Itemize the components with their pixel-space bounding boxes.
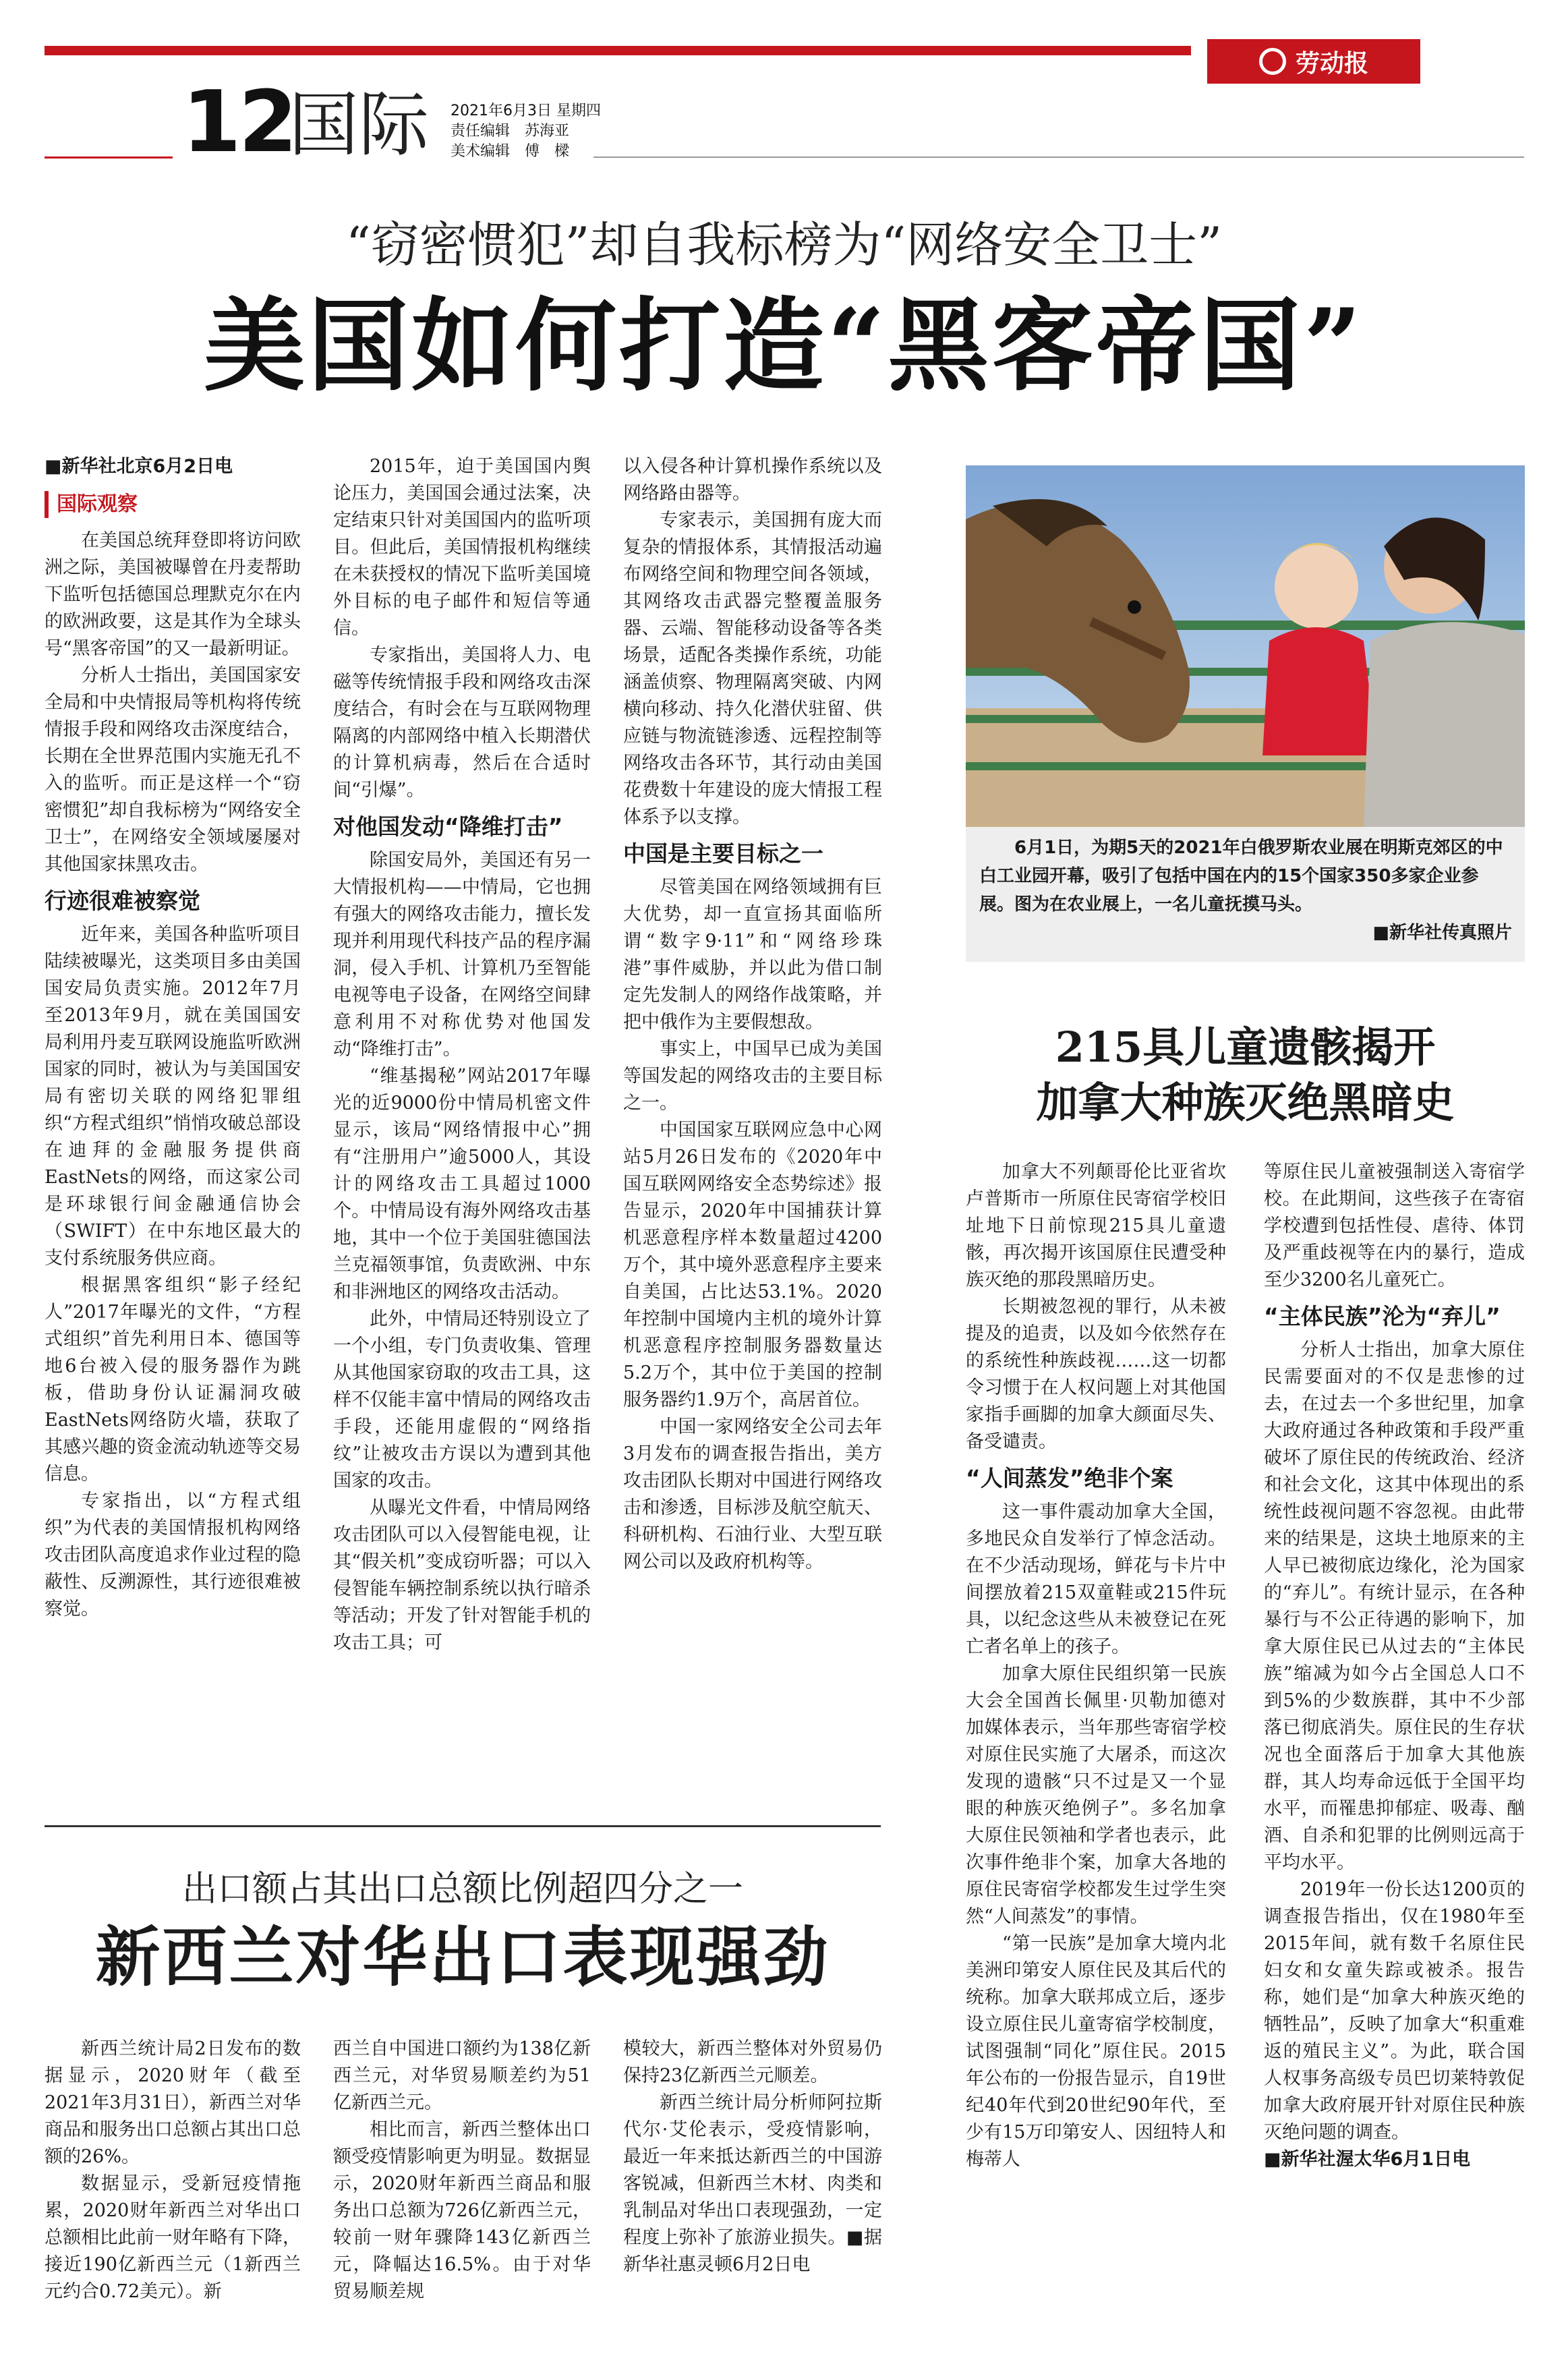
paragraph: 新西兰统计局2日发布的数据显示，2020财年（截至2021年3月31日），新西兰对华商品和服务出口总额占其出口总额的26%。: [45, 2038, 301, 2167]
paragraph: 加拿大不列颠哥伦比亚省坎卢普斯市一所原住民寄宿学校旧址地下日前惊现215具儿童遗骸，再次揭开该国原住民遭受种族灭绝的那段黑暗历史。: [966, 1161, 1226, 1290]
subheading: 中国是主要目标之一: [623, 840, 823, 867]
subheading: 对他国发动“降维打击”: [333, 813, 563, 840]
paragraph: 在美国总统拜登即将访问欧洲之际，美国被曝曾在丹麦帮助下监听包括德国总理默克尔在内的欧洲政要，这是其作为全球头号“黑客帝国”的又一最新明证。: [45, 530, 301, 659]
paragraph: 专家指出，以“方程式组织”为代表的美国情报机构网络攻击团队高度追求作业过程的隐蔽性、反溯源性，其行迹很难被察觉。: [45, 1491, 301, 1619]
paragraph: 新西兰统计局分析师阿拉斯代尔·艾伦表示，受疫情影响，最近一年来抵达新西兰的中国游客锐减，但新西兰木材、肉类和乳制品对华出口表现强劲，一定程度上弥补了旅游业损失。■据新华社惠灵顿6月2日电: [623, 2092, 882, 2275]
canada-column-2: [1264, 1159, 1525, 2173]
nz-column-2: [333, 2036, 591, 2305]
issue-meta: [451, 101, 601, 162]
paragraph: 专家指出，美国将人力、电磁等传统情报手段和网络攻击深度结合，有时会在与互联网物理隔离的内部网络中植入长期潜伏的计算机病毒，然后在合适时间“引爆”。: [333, 645, 591, 801]
section-name: 国际: [289, 84, 430, 166]
header-left-rule: [45, 156, 173, 159]
nz-headline: 新西兰对华出口表现强劲: [95, 1919, 830, 1995]
header-right-rule: [593, 156, 1524, 158]
canada-headline-line1: 215具儿童遗骸揭开: [1055, 1023, 1436, 1072]
subheading: “主体民族”沦为“弃儿”: [1264, 1303, 1501, 1329]
responsible-editor: 责任编辑 苏海亚: [451, 123, 570, 140]
lead-kicker: “窃密惯犯”却自我标榜为“网络安全卫士”: [345, 217, 1223, 273]
issue-date: 2021年6月3日 星期四: [451, 103, 601, 119]
lead-column-1: [45, 453, 301, 1623]
canada-headline: [966, 1020, 1525, 1130]
paragraph: 除国安局外，美国还有另一大情报机构——中情局，它也拥有强大的网络攻击能力，擅长发现并利用现代科技产品的程序漏洞，侵入手机、计算机乃至智能电视等电子设备，在网络空间肆意利用不对称优势对他国发动“降维打击”。: [333, 850, 591, 1060]
paragraph: 尽管美国在网络领域拥有巨大优势，却一直宣扬其面临所谓“数字9·11”和“网络珍珠港”事件威胁，并以此为借口制定先发制人的网络作战策略，并把中俄作为主要假想敌。: [623, 877, 882, 1033]
paragraph: 事实上，中国早已成为美国等国发起的网络攻击的主要目标之一。: [623, 1039, 882, 1114]
nz-kicker: 出口额占其出口总额比例超四分之一: [181, 1869, 743, 1909]
paragraph: 中国国家互联网应急中心网站5月26日发布的《2020年中国互联网网络安全态势综述》报告显示，2020年中国捕获计算机恶意程序样本数量超过4200万个，其中境外恶意程序主要来自美国，占比达53.1%。2020年控制中国境内主机的境外计算机恶意程序控制服务器数量达5.2万个，其中位于美国的控制服务器约1.9万个，高居首位。: [623, 1120, 882, 1410]
paragraph: 从曝光文件看，中情局网络攻击团队可以入侵智能电视，让其“假关机”变成窃听器；可以入侵智能车辆控制系统以执行暗杀等活动；开发了针对智能手机的攻击工具；可: [333, 1497, 591, 1653]
paragraph: 长期被忽视的罪行，从未被提及的追责，以及如今依然存在的系统性种族歧视……这一切都令习惯于在人权问题上对其他国家指手画脚的加拿大颜面尽失、备受谴责。: [966, 1296, 1226, 1452]
brand-name: 劳动报: [1295, 49, 1368, 78]
canada-column-1: [966, 1159, 1226, 2173]
paragraph: 以入侵各种计算机操作系统以及网络路由器等。: [623, 456, 882, 504]
paragraph: 此外，中情局还特别设立了一个小组，专门负责收集、管理从其他国家窃取的攻击工具，这样不仅能丰富中情局的网络攻击手段，还能用虚假的“网络指纹”让被攻击方误以为遭到其他国家的攻击。: [333, 1309, 591, 1491]
lead-column-2: [333, 453, 591, 1657]
paragraph: 西兰自中国进口额约为138亿新西兰元，对华贸易顺差约为51亿新西兰元。: [333, 2038, 591, 2113]
paragraph: 中国一家网络安全公司去年3月发布的调查报告指出，美方攻击团队长期对中国进行网络攻击和渗透，目标涉及航空航天、科研机构、石油行业、大型互联网公司以及政府机构等。: [623, 1416, 882, 1572]
paragraph: 专家表示，美国拥有庞大而复杂的情报体系，其情报活动遍布网络空间和物理空间各领域，其网络攻击武器完整覆盖服务器、云端、智能移动设备等各类场景，适配各类操作系统，功能涵盖侦察、物理隔离突破、内网横向移动、持久化潜伏驻留、供应链与物流链渗透、远程控制等网络攻击各环节，其行动由美国花费数十年建设的庞大情报工程体系予以支撑。: [623, 510, 882, 828]
lead-headline: 美国如何打造“黑客帝国”: [204, 287, 1364, 405]
subheading: 行迹很难被察觉: [45, 888, 200, 914]
canada-dateline: ■新华社渥太华6月1日电: [1264, 2149, 1471, 2170]
section-divider: [45, 1825, 881, 1827]
caption-text: 6月1日，为期5天的2021年白俄罗斯农业展在明斯克郊区的中白工业园开幕，吸引了包括中国在内的15个国家350多家企业参展。图为在农业展上，一名儿童抚摸马头。: [979, 838, 1503, 915]
paragraph: “维基揭秘”网站2017年曝光的近9000份中情局机密文件显示，该局“网络情报中心”拥有“注册用户”逾5000人，其设计的网络攻击工具超过1000个。中情局设有海外网络攻击基地，其中一个位于美国驻德国法兰克福领事馆，负责欧洲、中东和非洲地区的网络攻击活动。: [333, 1066, 591, 1302]
paragraph: 等原住民儿童被强制送入寄宿学校。在此期间，这些孩子在寄宿学校遭到包括性侵、虐待、体罚及严重歧视等在内的暴行，造成至少3200名儿童死亡。: [1264, 1161, 1525, 1290]
paragraph: “第一民族”是加拿大境内北美洲印第安人原住民及其后代的统称。加拿大联邦成立后，逐步设立原住民儿童寄宿学校制度，试图强制“同化”原住民。2015年公布的一份报告显示，自19世纪40年代到20世纪90年代，至少有15万印第安人、因纽特人和梅蒂人: [966, 1933, 1226, 2170]
paragraph: 分析人士指出，加拿大原住民需要面对的不仅是悲惨的过去，在过去一个多世纪里，加拿大政府通过各种政策和手段严重破坏了原住民的传统政治、经济和社会文化，这其中体现出的系统性歧视问题不容忽视。由此带来的结果是，这块土地原来的主人早已被彻底边缘化，沦为国家的“弃儿”。有统计显示，在各种暴行与不公正待遇的影响下，加拿大原住民已从过去的“主体民族”缩减为如今占全国总人口不到5%的少数族群，其中不少部落已彻底消失。原住民的生存状况也全面落后于加拿大其他族群，其人均寿命远低于全国平均水平，而罹患抑郁症、吸毒、酗酒、自杀和犯罪的比例则远高于平均水平。: [1264, 1340, 1525, 1873]
paragraph: 模较大，新西兰整体对外贸易仍保持23亿新西兰元顺差。: [623, 2038, 882, 2086]
paragraph: 2019年一份长达1200页的调查报告指出，仅在1980年至2015年间，就有数千名原住民妇女和女童失踪或被杀。报告称，她们是“加拿大种族灭绝的牺牲品”，反映了加拿大“积重难返的殖民主义”。为此，联合国人权事务高级专员巴切莱特敦促加拿大政府展开针对原住民种族灭绝问题的调查。: [1264, 1879, 1525, 2143]
paragraph: 2015年，迫于美国国内舆论压力，美国国会通过法案，决定结束只针对美国国内的监听项目。但此后，美国情报机构继续在未获授权的情况下监听美国境外目标的电子邮件和短信等通信。: [333, 456, 591, 639]
photo-caption: [979, 834, 1512, 947]
nz-column-1: [45, 2036, 301, 2305]
paragraph: 近年来，美国各种监听项目陆续被曝光，这类项目多由美国国安局负责实施。2012年7月至2013年9月，就在美国国安局利用丹麦互联网设施监听欧洲国家的同时，被认为与美国国安局有密切关联的网络犯罪组织“方程式组织”悄悄攻破总部设在迪拜的金融服务提供商EastNets的网络，而这家公司是环球银行间金融通信协会（SWIFT）在中东地区最大的支付系统服务供应商。: [45, 924, 301, 1269]
canada-headline-line2: 加拿大种族灭绝黑暗史: [1036, 1078, 1455, 1127]
logo-mark-icon: [1259, 48, 1286, 75]
news-photo: [966, 465, 1525, 827]
lead-dateline: ■新华社北京6月2日电: [45, 456, 233, 477]
nz-column-3: [623, 2036, 882, 2278]
photo-credit: ■新华社传真照片: [1372, 923, 1512, 943]
paragraph: 根据黑客组织“影子经纪人”2017年曝光的文件，“方程式组织”首先利用日本、德国等地6台被入侵的服务器作为跳板，借助身份认证漏洞攻破EastNets网络防火墙，获取了其感兴趣的资金流动轨迹等交易信息。: [45, 1275, 301, 1485]
newspaper-logo: [1207, 39, 1420, 84]
top-red-rule: [45, 46, 1191, 55]
page-number: 12: [182, 72, 295, 171]
horse-child-photo-illustration: [966, 465, 1525, 827]
paragraph: 这一事件震动加拿大全国，多地民众自发举行了悼念活动。在不少活动现场，鲜花与卡片中间摆放着215双童鞋或215件玩具，以纪念这些从未被登记在死亡者名单上的孩子。: [966, 1501, 1226, 1657]
column-tag: 国际观察: [45, 491, 301, 518]
paragraph: 分析人士指出，美国国家安全局和中央情报局等机构将传统情报手段和网络攻击深度结合，长期在全世界范围内实施无孔不入的监听。而正是这样一个“窃密惯犯”却自我标榜为“网络安全卫士”，在网络安全领域屡屡对其他国家抹黑攻击。: [45, 665, 301, 875]
paragraph: 加拿大原住民组织第一民族大会全国酋长佩里·贝勒加德对加媒体表示，当年那些寄宿学校对原住民实施了大屠杀，而这次发现的遗骸“只不过是又一个显眼的种族灭绝例子”。多名加拿大原住民领袖和学者也表示，此次事件绝非个案，加拿大各地的原住民寄宿学校都发生过学生突然“人间蒸发”的事情。: [966, 1663, 1226, 1927]
art-editor: 美术编辑 傅 樑: [451, 143, 570, 160]
paragraph: 数据显示，受新冠疫情拖累，2020财年新西兰对华出口总额相比此前一财年略有下降，接近190亿新西兰元（1新西兰元约合0.72美元）。新: [45, 2173, 301, 2302]
lead-column-3: [623, 453, 882, 1576]
subheading: “人间蒸发”绝非个案: [966, 1465, 1173, 1491]
paragraph: 相比而言，新西兰整体出口额受疫情影响更为明显。数据显示，2020财年新西兰商品和服务出口总额为726亿新西兰元，较前一财年骤降143亿新西兰元，降幅达16.5%。由于对华贸易顺差规: [333, 2119, 591, 2302]
